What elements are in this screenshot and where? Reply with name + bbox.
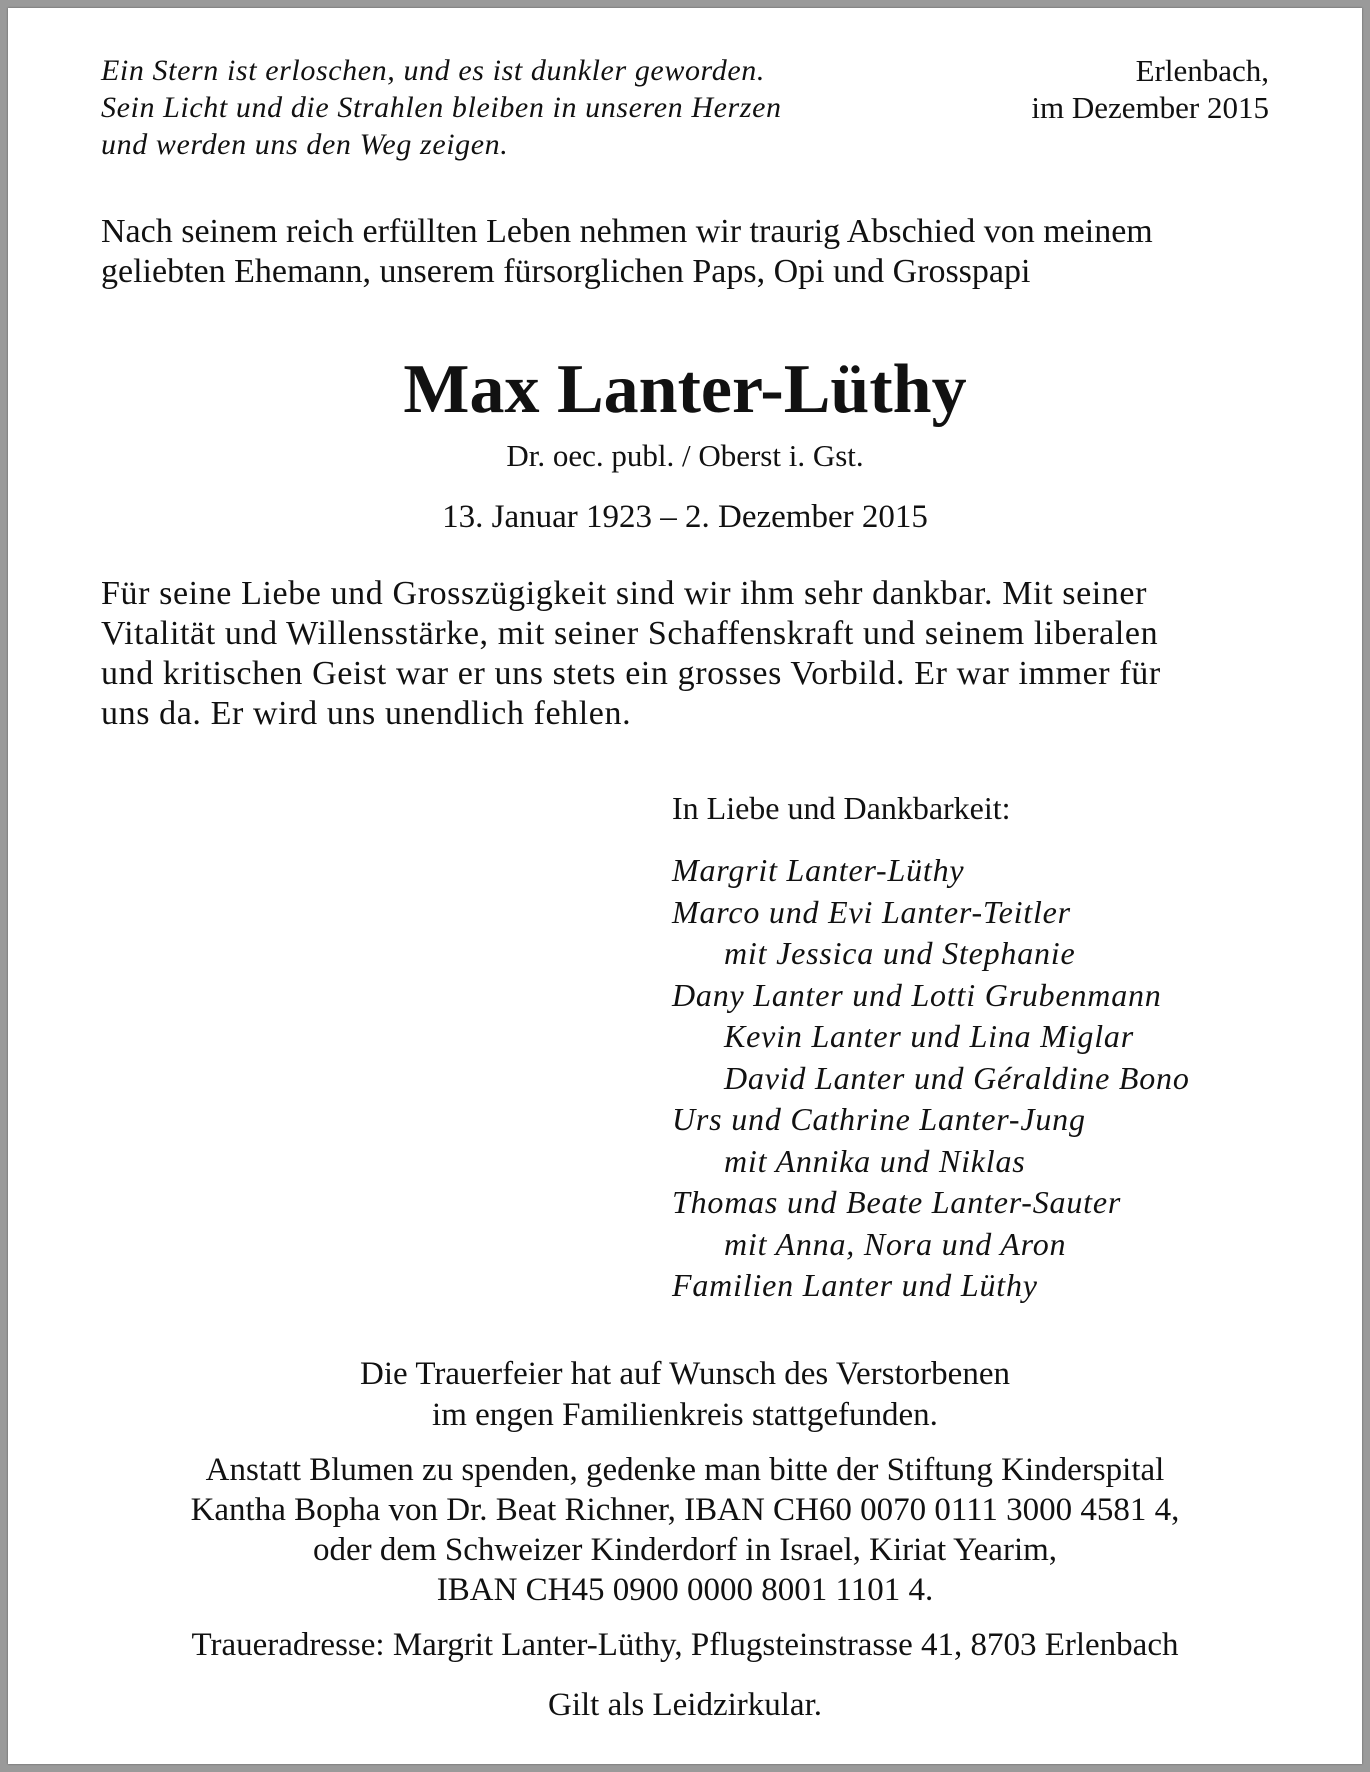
motto-line: Ein Stern ist erloschen, und es ist dunkler geworden. [101,54,765,87]
family-member: Familien Lanter und Lüthy [672,1267,1038,1303]
place-and-date [1031,52,1269,126]
donation-line: IBAN CH45 0900 0000 8001 1101 4. [436,1572,934,1608]
ceremony-line: im engen Familienkreis stattgefunden. [432,1397,938,1433]
family-list [672,850,1190,1307]
family-member-children: mit Annika und Niklas [724,1142,1026,1179]
tribute-line: uns da. Er wird uns unendlich fehlen. [101,695,632,732]
date: im Dezember 2015 [1031,90,1269,125]
family-member-children: mit Jessica und Stephanie [724,935,1076,971]
tribute-line: Für seine Liebe und Grosszügigkeit sind wir ihm sehr dankbar. Mit seiner [101,575,1148,612]
donation-line: Anstatt Blumen zu spenden, gedenke man bitte der Stiftung Kinderspital [205,1452,1165,1488]
mourning-address: Traueradresse: Margrit Lanter-Lüthy, Pflugsteinstrasse 41, 8703 Erlenbach [191,1627,1179,1663]
family-member-children: mit Anna, Nora und Aron [724,1225,1067,1262]
motto-line: und werden uns den Weg zeigen. [101,128,509,161]
intro-line: geliebten Ehemann, unserem fürsorglichen Paps, Opi und Grosspapi [101,253,1031,290]
family-member: Urs und Cathrine Lanter-Jung [672,1101,1086,1137]
deceased-name: Max Lanter-Lüthy [403,351,967,428]
place: Erlenbach, [1135,53,1269,88]
ceremony-notice [101,1354,1269,1436]
family-member: Margrit Lanter-Lüthy [672,852,965,888]
tribute-line: und kritischen Geist war er uns stets ein grosses Vorbild. Er war immer für [101,655,1161,692]
ceremony-line: Die Trauerfeier hat auf Wunsch des Verstorbenen [360,1356,1010,1392]
intro-text [101,212,1269,292]
signoff: In Liebe und Dankbarkeit: [672,790,1011,826]
tribute-text [101,574,1269,734]
intro-line: Nach seinem reich erfüllten Leben nehmen wir traurig Abschied von meinem [101,213,1153,250]
donation-line: oder dem Schweizer Kinderdorf in Israel, Kiriat Yearim, [312,1532,1058,1568]
donation-line: Kantha Bopha von Dr. Beat Richner, IBAN CH60 0070 0111 3000 4581 4, [190,1492,1180,1528]
deceased-title: Dr. oec. publ. / Oberst i. Gst. [506,438,864,473]
leidzirkular-note: Gilt als Leidzirkular. [547,1687,822,1723]
family-member-children: David Lanter und Géraldine Bono [724,1059,1190,1096]
life-dates: 13. Januar 1923 – 2. Dezember 2015 [442,499,928,535]
family-member: Thomas und Beate Lanter-Sauter [672,1184,1122,1220]
family-member: Marco und Evi Lanter-Teitler [672,893,1071,930]
motto-line: Sein Licht und die Strahlen bleiben in unseren Herzen [101,91,782,124]
donation-notice [101,1450,1269,1610]
tribute-line: Vitalität und Willensstärke, mit seiner Schaffenskraft und seinem liberalen [101,615,1159,652]
family-member-children: Kevin Lanter und Lina Miglar [724,1018,1134,1054]
family-member: Dany Lanter und Lotti Grubenmann [672,976,1162,1013]
motto-verse [101,52,782,163]
